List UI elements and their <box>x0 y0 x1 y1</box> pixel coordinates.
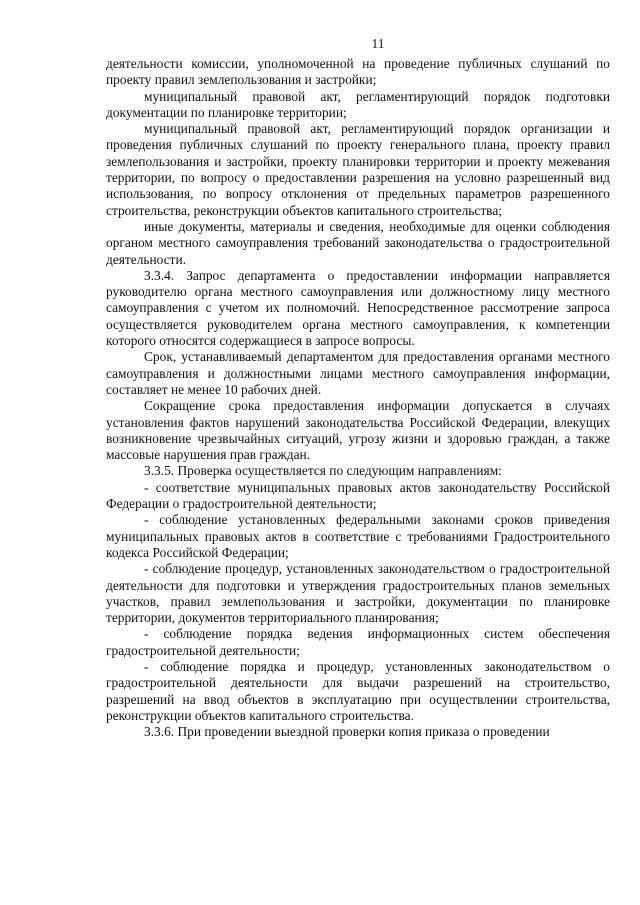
list-item-deadlines-compliance: - соблюдение установленных федеральными законами сроков приведения муниципальных правовых актов в соответствие с требованиями Градостроительного кодекса Российской Федерации; <box>106 512 610 560</box>
paragraph-deadline: Срок, устанавливаемый департаментом для предоставления органами местного самоуправления и должностными лицами местного самоуправления информации, составляет не менее 10 рабочих дней. <box>106 349 610 397</box>
list-item-procedures-compliance: - соблюдение процедур, установленных законодательством о градостроительной деятельности для подготовки и утверждения градостроительных планов земельных участков, правил землепользования и застройки, документации по планировке территории, документов территориального планирования; <box>106 561 610 626</box>
paragraph-planning-documentation-act: муниципальный правовой акт, регламентирующий порядок подготовки документации по планировке территории; <box>106 88 610 120</box>
paragraph-public-hearings-act: муниципальный правовой акт, регламентирующий порядок организации и проведения публичных слушаний по проекту генерального плана, проекту правил землепользования и застройки, проекту планировки территории и проекту межевания территории, по вопросу о предоставлении разрешения на условно разрешенный вид использования, по вопросу отклонения от предельных параметров разрешенного строительства, реконструкции объектов капитального строительства; <box>106 121 610 218</box>
paragraph-commission-activity: деятельности комиссии, уполномоченной на проведение публичных слушаний по проекту правил землепользования и застройки; <box>106 56 610 88</box>
list-item-information-systems: - соблюдение порядка ведения информационных систем обеспечения градостроительной деятельности; <box>106 626 610 658</box>
list-item-permits-procedures: - соблюдение порядка и процедур, установленных законодательством о градостроительной деятельности для выдачи разрешений на строительство, разрешений на ввод объектов в эксплуатацию при осуществлении строительства, реконструкции объектов капитального строительства. <box>106 658 610 723</box>
paragraph-deadline-reduction: Сокращение срока предоставления информации допускается в случаях установления фактов нарушений законодательства Российской Федерации, влекущих возникновение чрезвычайных ситуаций, угрозу жизни и здоровью граждан, а также массовые нарушения прав граждан. <box>106 398 610 463</box>
page-number: 11 <box>371 36 385 51</box>
paragraph-other-documents: иные документы, материалы и сведения, необходимые для оценки соблюдения органом местного самоуправления требований законодательства о градостроительной деятельности. <box>106 218 610 267</box>
paragraph-3-3-6: 3.3.6. При проведении выездной проверки копия приказа о проведении <box>144 724 550 740</box>
list-item-legal-acts-compliance: - соответствие муниципальных правовых актов законодательству Российской Федерации о градостроительной деятельности; <box>106 479 610 512</box>
paragraph-3-3-4: 3.3.4. Запрос департамента о предоставлении информации направляется руководителю органа местного самоуправления или должностному лицу местного самоуправления с учетом их полномочий. Непосредственное рассмотрение запроса осуществляется руководителем органа местного самоуправления, к компетенции которого относятся содержащиеся в запросе вопросы. <box>106 267 610 349</box>
paragraph-3-3-5: 3.3.5. Проверка осуществляется по следующим направлениям: <box>144 463 502 479</box>
